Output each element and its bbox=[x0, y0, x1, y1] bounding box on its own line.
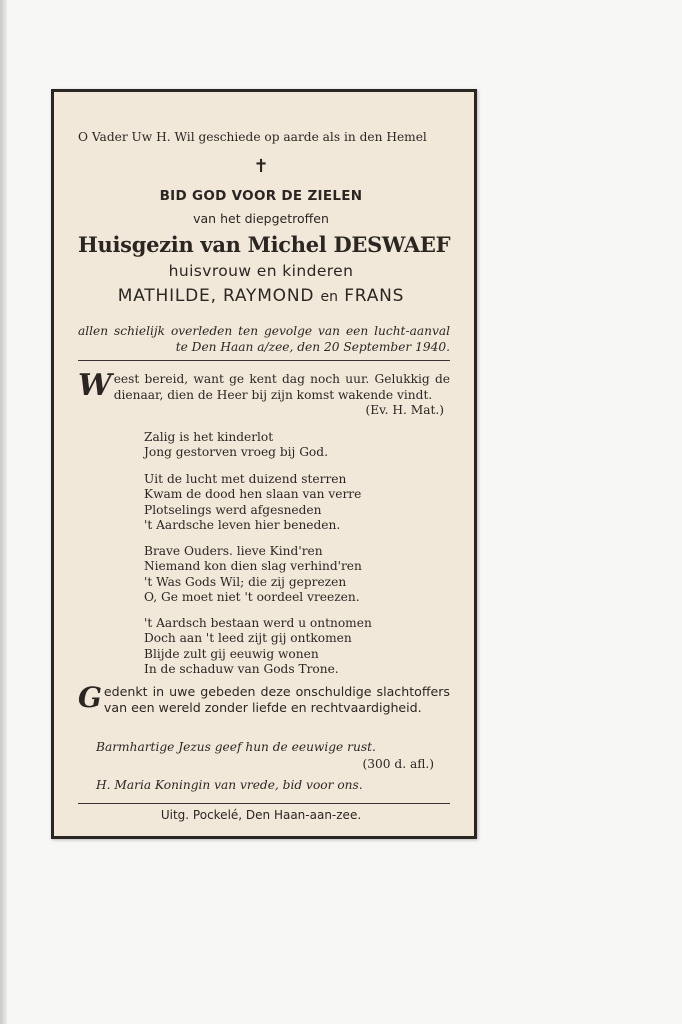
poem-line: 't Aardsch bestaan werd u ontnomen bbox=[144, 616, 372, 630]
poem-line: Uit de lucht met duizend sterren bbox=[144, 472, 347, 486]
indulgence-note: (300 d. afl.) bbox=[362, 757, 434, 771]
poem-line: O, Ge moet niet 't oordeel vreezen. bbox=[144, 590, 360, 605]
names-main: MATHILDE, RAYMOND bbox=[117, 286, 315, 306]
verse-reference: (Ev. H. Mat.) bbox=[365, 403, 444, 417]
poem-line: Brave Ouders. lieve Kind'ren bbox=[144, 544, 323, 558]
wife-children-line: huisvrouw en kinderen bbox=[168, 262, 354, 280]
pray-for-heading: BID GOD VOOR DE ZIELEN bbox=[159, 188, 363, 204]
poem-line: In de schaduw van Gods Trone. bbox=[144, 662, 339, 677]
family-name: Huisgezin van Michel DESWAEF bbox=[78, 232, 451, 257]
names-en: en bbox=[320, 289, 338, 305]
maria-prayer: H. Maria Koningin van vrede, bid voor ons. bbox=[96, 778, 363, 792]
verse-dropcap: W bbox=[78, 368, 112, 403]
poem-line: Niemand kon dien slag verhind'ren bbox=[144, 559, 362, 574]
poem-line: Kwam de dood hen slaan van verre bbox=[144, 487, 362, 502]
poem-stanza-3 bbox=[144, 544, 362, 606]
poem-line: 't Was Gods Wil; die zij geprezen bbox=[144, 574, 347, 589]
opening-prayer: O Vader Uw H. Wil geschiede op aarde als in den Hemel bbox=[78, 130, 427, 144]
poem-line: Plotselings werd afgesneden bbox=[144, 502, 322, 517]
poem-stanza-4 bbox=[144, 616, 372, 678]
gospel-verse bbox=[78, 368, 450, 403]
of-the-line: van het diepgetroffen bbox=[193, 211, 329, 226]
poem-stanza-1 bbox=[144, 430, 328, 461]
mercy-prayer: Barmhartige Jezus geef hun de eeuwige rust. bbox=[96, 740, 376, 754]
circumstance-text: allen schielijk overleden ten gevolge van een lucht-aanval te Den Haan a/zee, den 20 September 1940. bbox=[78, 324, 450, 354]
poem-line: Jong gestorven vroeg bij God. bbox=[144, 445, 328, 460]
remembrance-prayer bbox=[78, 681, 450, 715]
poem-stanza-2 bbox=[144, 472, 361, 534]
scan-edge bbox=[0, 0, 7, 1024]
names-last: FRANS bbox=[344, 286, 405, 306]
poem-line: 't Aardsche leven hier beneden. bbox=[144, 518, 341, 533]
cross-icon: ✝ bbox=[253, 156, 269, 177]
poem-line: Zalig is het kinderlot bbox=[144, 430, 274, 444]
publisher-line: Uitg. Pockelé, Den Haan-aan-zee. bbox=[160, 808, 362, 822]
prayer-dropcap: G bbox=[78, 681, 102, 714]
verse-text: eest bereid, want ge kent dag noch uur. Gelukkig de dienaar, dien de Heer bij zijn komst wakende vindt. bbox=[113, 372, 450, 402]
poem-line: Blijde zult gij eeuwig wonen bbox=[144, 646, 319, 661]
divider-top bbox=[78, 360, 450, 361]
poem-line: Doch aan 't leed zijt gij ontkomen bbox=[144, 631, 352, 646]
names-line bbox=[78, 286, 444, 306]
prayer-text: edenkt in uwe gebeden deze onschuldige slachtoffers van een wereld zonder liefde en rechtvaardigheid. bbox=[103, 684, 450, 715]
memorial-card bbox=[51, 89, 477, 839]
divider-bottom bbox=[78, 803, 450, 804]
